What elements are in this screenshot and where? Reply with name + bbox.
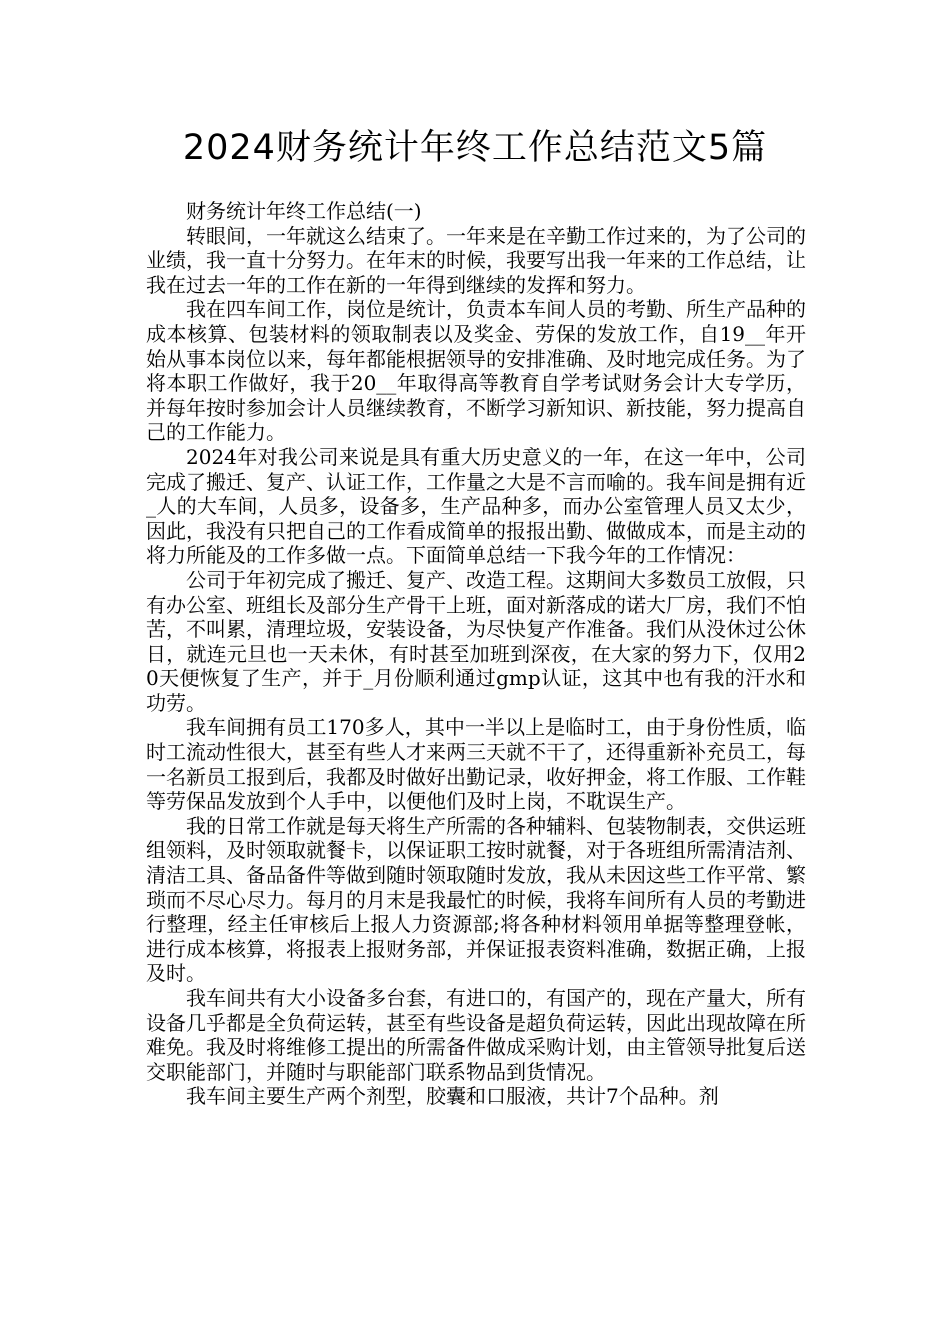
paragraph: 转眼间，一年就这么结束了。一年来是在辛勤工作过来的，为了公司的业绩，我一直十分努力。在年末的时候，我要写出我一年来的工作总结，让我在过去一年的工作在新的一年得到继续的发挥和努力。 (146, 223, 806, 297)
paragraph: 2024年对我公司来说是具有重大历史意义的一年，在这一年中，公司完成了搬迁、复产、认证工作，工作量之大是不言而喻的。我车间是拥有近_人的大车间，人员多，设备多，生产品种多，而办公室管理人员又太少，因此，我没有只把自己的工作看成简单的报报出勤、做做成本，而是主动的将力所能及的工作多做一点。下面简单总结一下我今年的工作情况： (146, 444, 806, 568)
paragraph: 我的日常工作就是每天将生产所需的各种辅料、包装物制表，交供运班组领料，及时领取就餐卡，以保证职工按时就餐，对于各班组所需清洁剂、清洁工具、备品备件等做到随时领取随时发放，我从未因这些工作平常、繁琐而不尽心尽力。每月的月末是我最忙的时候，我将车间所有人员的考勤进行整理，经主任审核后上报人力资源部;将各种材料领用单据等整理登帐，进行成本核算，将报表上报财务部，并保证报表资料准确，数据正确，上报及时。 (146, 813, 806, 986)
document-body (146, 199, 806, 1109)
document-title: 2024财务统计年终工作总结范文5篇 (182, 128, 768, 168)
paragraph: 我车间主要生产两个剂型，胶囊和口服液，共计7个品种。剂 (186, 1084, 719, 1109)
paragraph: 公司于年初完成了搬迁、复产、改造工程。这期间大多数员工放假，只有办公室、班组长及部分生产骨干上班，面对新落成的诺大厂房，我们不怕苦，不叫累，清理垃圾，安装设备，为尽快复产作准备。我们从没休过公休日，就连元旦也一天未休，有时甚至加班到深夜，在大家的努力下，仅用20天便恢复了生产，并于_月份顺利通过gmp认证，这其中也有我的汗水和功劳。 (146, 567, 806, 715)
paragraph: 我在四车间工作，岗位是统计，负责本车间人员的考勤、所生产品种的成本核算、包装材料的领取制表以及奖金、劳保的发放工作，自19__年开始从事本岗位以来，每年都能根据领导的安排准确、及时地完成任务。为了将本职工作做好，我于20__年取得高等教育自学考试财务会计大专学历，并每年按时参加会计人员继续教育，不断学习新知识、新技能，努力提高自己的工作能力。 (146, 297, 806, 445)
paragraph: 我车间拥有员工170多人，其中一半以上是临时工，由于身份性质，临时工流动性很大，甚至有些人才来两三天就不干了，还得重新补充员工，每一名新员工报到后，我都及时做好出勤记录，收好押金，将工作服、工作鞋等劳保品发放到个人手中，以便他们及时上岗，不耽误生产。 (146, 715, 806, 814)
section-heading: 财务统计年终工作总结(一) (186, 199, 422, 223)
paragraph: 我车间共有大小设备多台套，有进口的，有国产的，现在产量大，所有设备几乎都是全负荷运转，甚至有些设备是超负荷运转，因此出现故障在所难免。我及时将维修工提出的所需备件做成采购计划，由主管领导批复后送交职能部门，并随时与职能部门联系物品到货情况。 (146, 986, 806, 1084)
